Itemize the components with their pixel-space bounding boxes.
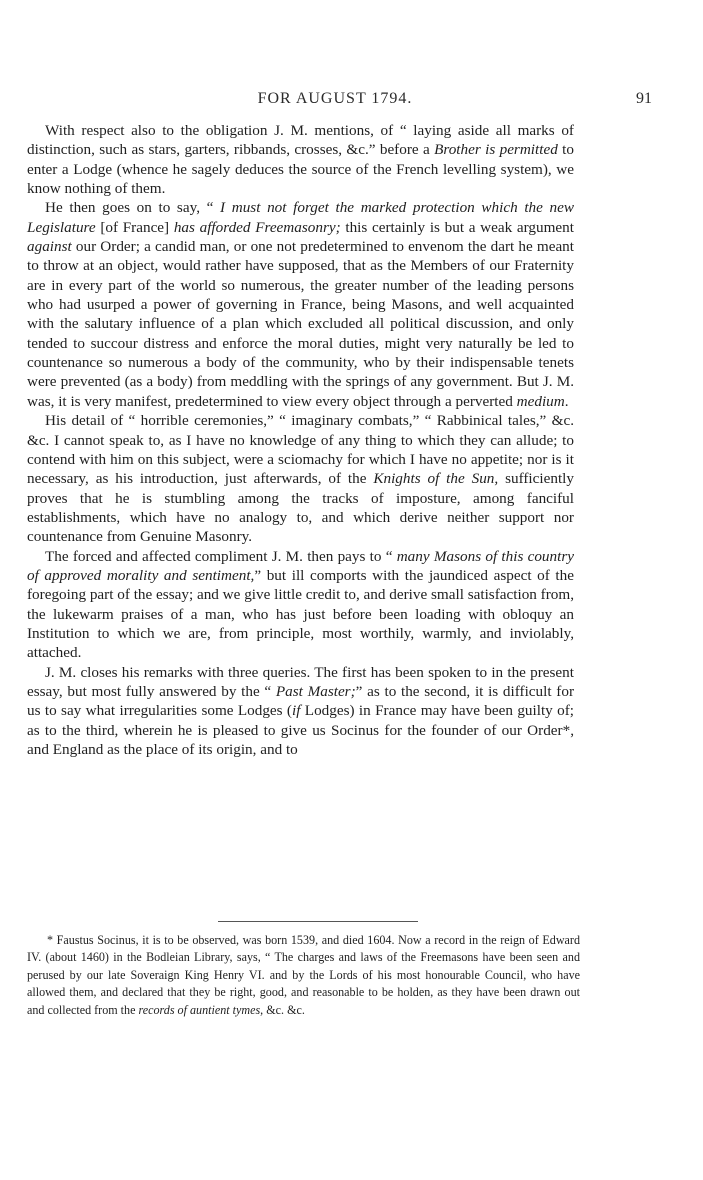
italic-run: Brother is permitted bbox=[434, 141, 558, 159]
footnote bbox=[27, 932, 580, 1019]
text-run: The forced and affected compliment J. M. then pays to “ bbox=[45, 547, 397, 565]
text-run: ” as to the second, it is difficult for us to say what irregularities some Lodges ( bbox=[27, 682, 574, 720]
italic-run: I must not forget the marked protection which the new Legislature bbox=[27, 199, 574, 236]
running-header bbox=[30, 90, 652, 114]
page-number: 91 bbox=[636, 90, 652, 107]
running-title: FOR AUGUST 1794. bbox=[257, 90, 413, 107]
text-run: this certainly is but a weak argument bbox=[340, 218, 574, 236]
text-run: He then goes on to say, “ bbox=[45, 199, 221, 217]
main-text bbox=[27, 121, 574, 759]
text-run: J. M. closes his remarks with three queries. The first has been spoken to in the present essay, but most fully answered by the “ bbox=[27, 663, 574, 700]
paragraph bbox=[27, 411, 574, 546]
paragraph bbox=[27, 198, 574, 411]
italic-run: medium bbox=[516, 392, 565, 410]
text-run: His detail of “ horrible ceremonies,” “ imaginary combats,” “ Rabbinical tales,” &c. &c. I cannot speak to, as I have no knowledge of any thing to which they can allude; to contend with him on this subject, were a sciomachy for which I have no appetite; nor is it necessary, as his introduction, just afterwards, of the bbox=[27, 412, 574, 488]
italic-run: Knights of the Sun, bbox=[373, 470, 499, 488]
paragraph bbox=[27, 663, 574, 760]
footnote-rule bbox=[218, 921, 418, 922]
text-run: With respect also to the obligation J. M. mentions, of “ laying aside all marks of distinction, such as stars, garters, ribbands, crosses, &c.” before a bbox=[27, 122, 574, 159]
text-run: ” but ill comports with the jaundiced aspect of the foregoing part of the essay; and we give little credit to, and derive small satisfaction from, the lukewarm praises of a man, who has just before been loading with obloquy an Institution to which we are, from principle, most worthily, warmly, and inviolably, attached. bbox=[27, 566, 575, 662]
text-run: * Faustus Socinus, it is to be observed, was born 1539, and died 1604. Now a record in the reign of Edward IV. (about 1460) in the Bodleian Library, says, “ The charges and laws of the Freemasons have been seen and perused by our late Soveraign King Henry VI. and by the Lords of his most honourable Council, who have allowed them, and declared that they be right, good, and reasonable to be holden, as they have been drawn out and collected from the bbox=[27, 933, 580, 1017]
italic-run: records of auntient tymes, bbox=[138, 1002, 264, 1017]
italic-run: against bbox=[27, 238, 72, 256]
text-run: to enter a Lodge (whence he sagely deduces the source of the French levelling system), we know nothing of them. bbox=[27, 141, 574, 198]
italic-run: Past Master; bbox=[275, 682, 356, 700]
italic-run: has afforded Freemasonry; bbox=[173, 218, 341, 236]
italic-run: many Masons of this country of approved morality and sentiment, bbox=[27, 547, 574, 584]
italic-run: if bbox=[292, 702, 301, 720]
text-run: &c. &c. bbox=[263, 1002, 305, 1017]
text-run: . bbox=[564, 392, 569, 410]
text-run: sufficiently proves that he is stumbling among the tracks of imposture, among fanciful establishments, which have no analogy to, and which derive neither support nor countenance from Genuine Masonry. bbox=[27, 470, 574, 546]
footnote-text bbox=[27, 932, 580, 1019]
text-run: [of France] bbox=[95, 218, 174, 236]
paragraph bbox=[27, 547, 574, 663]
text-run: our Order; a candid man, or one not predetermined to envenom the dart he meant to throw at an object, would rather have supposed, that as the Members of our Fraternity are in every part of the world so numerous, the greater number of the leading persons who had usurped a power of governing in France, being Masons, and well acquainted with the salutary influence of a plan which excluded all political discussion, and only tended to succour distress and enforce the moral duties, might very naturally be led to countenance so numerous a body of the community, who by their indispensable tenets were prevented (as a body) from meddling with the springs of any government. But J. M. was, it is very manifest, predetermined to view every object through a perverted bbox=[27, 238, 574, 410]
paragraph bbox=[27, 121, 574, 198]
text-run: Lodges) in France may have been guilty of; as to the third, wherein he is pleased to give us Socinus for the founder of our Order*, and England as the place of its origin, and to bbox=[27, 702, 574, 758]
